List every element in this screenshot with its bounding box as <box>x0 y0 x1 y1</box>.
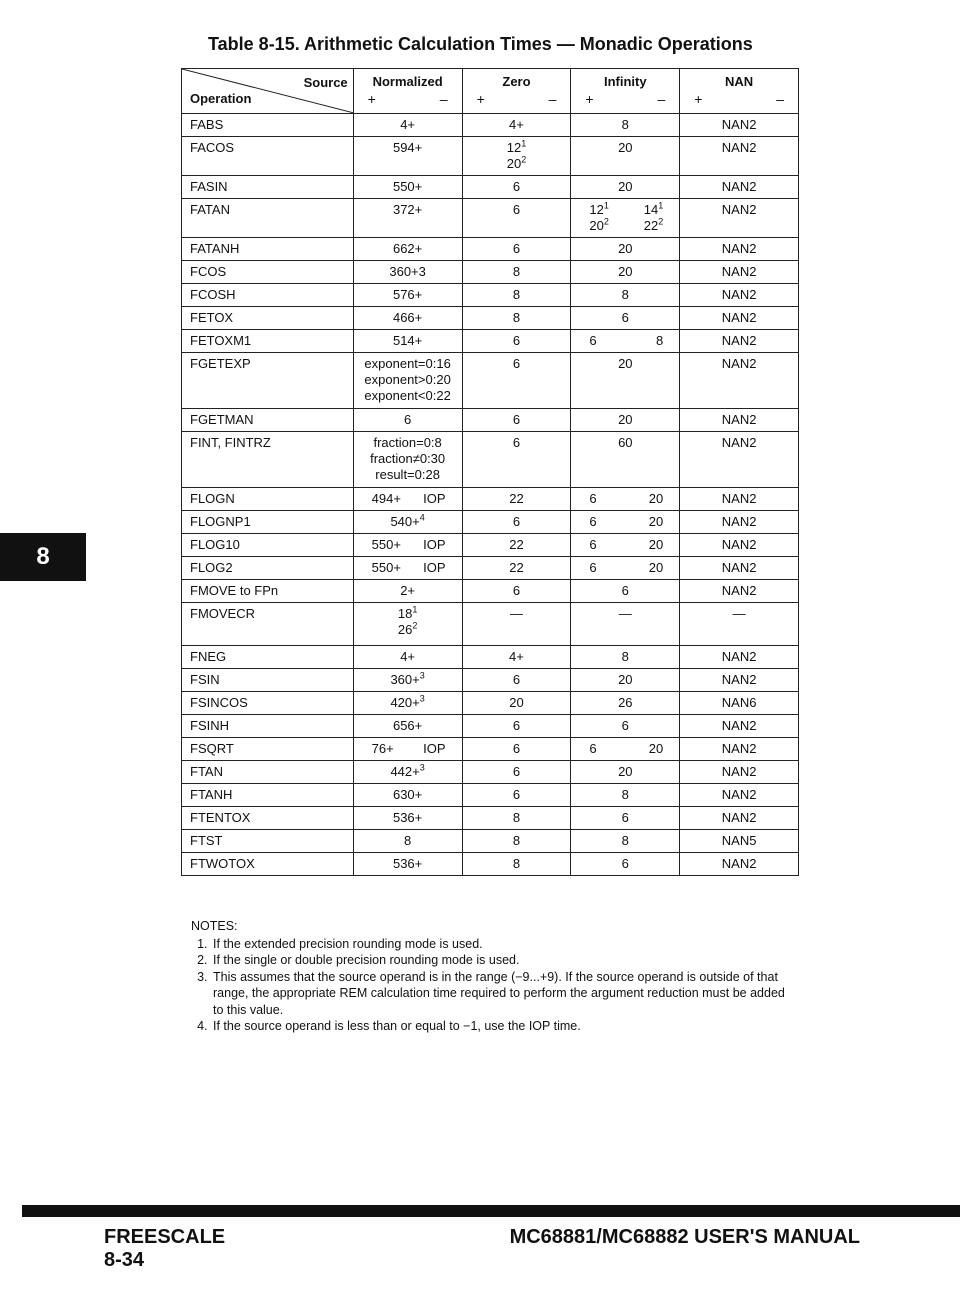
notes-section <box>191 918 791 1035</box>
table-row <box>182 307 799 330</box>
infinity-cell: 8 <box>571 646 680 669</box>
operation-cell: FSQRT <box>182 738 354 761</box>
zero-cell: 8 <box>462 261 571 284</box>
cell-part: 494+ <box>371 491 401 506</box>
footer-rule <box>22 1205 960 1217</box>
cell-part: 14 <box>643 202 659 217</box>
table-row <box>182 176 799 199</box>
infinity-cell: 6 <box>571 715 680 738</box>
normalized-cell <box>353 432 462 488</box>
cell-part: 20 <box>648 537 664 552</box>
infinity-cell <box>571 488 680 511</box>
cell-part: IOP <box>423 560 446 575</box>
footer-brand: FREESCALE <box>104 1226 226 1248</box>
normalized-cell <box>353 488 462 511</box>
zero-cell: 20 <box>462 692 571 715</box>
cell-part: 6 <box>589 514 597 529</box>
normalized-cell: 536+ <box>353 807 462 830</box>
cell-part: 6 <box>589 491 597 506</box>
table-row <box>182 603 799 646</box>
operation-cell: FGETMAN <box>182 409 354 432</box>
normalized-cell <box>353 353 462 409</box>
normalized-cell: 4+ <box>353 114 462 137</box>
table-row <box>182 807 799 830</box>
infinity-cell: 6 <box>571 307 680 330</box>
nan-cell: NAN2 <box>680 761 799 784</box>
table-row <box>182 580 799 603</box>
normalized-cell <box>353 534 462 557</box>
table-row <box>182 284 799 307</box>
table-body <box>182 114 799 876</box>
zero-cell: 6 <box>462 199 571 238</box>
zero-cell <box>462 137 571 176</box>
cell-part: 20 <box>506 156 522 171</box>
zero-cell: 22 <box>462 488 571 511</box>
infinity-cell <box>571 557 680 580</box>
cell-part: 2 <box>521 154 527 165</box>
nan-cell: NAN2 <box>680 114 799 137</box>
infinity-cell: 6 <box>571 580 680 603</box>
operation-cell: FLOG10 <box>182 534 354 557</box>
operation-cell: FATANH <box>182 238 354 261</box>
table-row <box>182 409 799 432</box>
zero-cell: 8 <box>462 853 571 876</box>
nan-cell: NAN2 <box>680 176 799 199</box>
table-row <box>182 199 799 238</box>
nan-cell: NAN2 <box>680 307 799 330</box>
cell-part: 442+ <box>390 764 420 779</box>
cell-part: IOP <box>423 741 446 756</box>
operation-cell: FTANH <box>182 784 354 807</box>
table-row <box>182 511 799 534</box>
infinity-cell: 6 <box>571 853 680 876</box>
cell-part: 20 <box>648 514 664 529</box>
cell-part: fraction=0:8 <box>373 435 442 450</box>
nan-cell: NAN2 <box>680 580 799 603</box>
cell-part: 18 <box>397 606 413 621</box>
infinity-cell <box>571 738 680 761</box>
operation-cell: FMOVE to FPn <box>182 580 354 603</box>
zero-cell: 6 <box>462 784 571 807</box>
cell-part: 12 <box>589 202 604 217</box>
operation-cell: FGETEXP <box>182 353 354 409</box>
table-row <box>182 137 799 176</box>
zero-cell: — <box>462 603 571 646</box>
operation-cell: FNEG <box>182 646 354 669</box>
operation-cell: FTAN <box>182 761 354 784</box>
normalized-cell <box>353 761 462 784</box>
note-item: 1. If the extended precision rounding mode is used. <box>211 936 791 953</box>
nan-cell: NAN2 <box>680 784 799 807</box>
cell-part: 6 <box>589 537 597 552</box>
cell-part: 3 <box>419 762 425 773</box>
zero-cell: 6 <box>462 715 571 738</box>
operation-cell: FLOGNP1 <box>182 511 354 534</box>
normalized-cell: 656+ <box>353 715 462 738</box>
normalized-cell: 576+ <box>353 284 462 307</box>
table-header-row <box>182 69 799 114</box>
nan-cell: — <box>680 603 799 646</box>
infinity-cell: 20 <box>571 176 680 199</box>
nan-cell: NAN2 <box>680 853 799 876</box>
table-row <box>182 238 799 261</box>
operation-cell: FASIN <box>182 176 354 199</box>
column-header-infinity: Infinity + – <box>571 69 680 114</box>
operation-cell: FLOG2 <box>182 557 354 580</box>
nan-cell: NAN2 <box>680 261 799 284</box>
cell-part: 1 <box>521 138 527 149</box>
zero-cell: 6 <box>462 432 571 488</box>
cell-part: 1 <box>658 200 664 211</box>
zero-cell: 8 <box>462 830 571 853</box>
normalized-cell: 8 <box>353 830 462 853</box>
operation-cell: FSINCOS <box>182 692 354 715</box>
operation-cell: FATAN <box>182 199 354 238</box>
nan-cell: NAN5 <box>680 830 799 853</box>
cell-part: 20 <box>589 218 604 233</box>
normalized-cell: 662+ <box>353 238 462 261</box>
nan-cell: NAN2 <box>680 715 799 738</box>
infinity-cell: 8 <box>571 114 680 137</box>
footer-page-number: 8-34 <box>104 1249 145 1271</box>
zero-cell: 4+ <box>462 646 571 669</box>
operation-cell: FETOX <box>182 307 354 330</box>
cell-part: 3 <box>419 693 425 704</box>
table-row <box>182 432 799 488</box>
cell-part: 8 <box>656 333 664 348</box>
operation-cell: FSIN <box>182 669 354 692</box>
nan-cell: NAN2 <box>680 353 799 409</box>
nan-cell: NAN2 <box>680 330 799 353</box>
nan-cell: NAN2 <box>680 284 799 307</box>
cell-part: 540+ <box>390 514 420 529</box>
cell-part: 12 <box>506 140 522 155</box>
zero-cell: 6 <box>462 511 571 534</box>
table-row <box>182 646 799 669</box>
zero-cell: 6 <box>462 330 571 353</box>
cell-part: 76+ <box>371 741 394 756</box>
normalized-cell: 4+ <box>353 646 462 669</box>
infinity-cell: 8 <box>571 830 680 853</box>
normalized-cell: 372+ <box>353 199 462 238</box>
zero-cell: 8 <box>462 284 571 307</box>
normalized-cell: 466+ <box>353 307 462 330</box>
cell-part: 22 <box>643 218 659 233</box>
table-row <box>182 488 799 511</box>
normalized-cell <box>353 738 462 761</box>
infinity-cell: 60 <box>571 432 680 488</box>
operation-cell: FTST <box>182 830 354 853</box>
note-item: 4. If the source operand is less than or equal to −1, use the IOP time. <box>211 1018 791 1035</box>
nan-cell: NAN2 <box>680 432 799 488</box>
cell-part: 550+ <box>371 537 401 552</box>
corner-operation-label: Operation <box>190 91 252 106</box>
normalized-cell: 360+3 <box>353 261 462 284</box>
normalized-cell: 2+ <box>353 580 462 603</box>
cell-part: result=0:28 <box>375 467 440 482</box>
note-item: 2. If the single or double precision rounding mode is used. <box>211 952 791 969</box>
table-row <box>182 853 799 876</box>
operation-cell: FTWOTOX <box>182 853 354 876</box>
operation-cell: FLOGN <box>182 488 354 511</box>
nan-cell: NAN2 <box>680 488 799 511</box>
nan-cell: NAN2 <box>680 646 799 669</box>
cell-part: 2 <box>658 216 664 227</box>
cell-part: 2 <box>603 216 609 227</box>
section-tab-marker: 8 <box>0 533 86 581</box>
zero-cell: 6 <box>462 238 571 261</box>
cell-part: 550+ <box>371 560 401 575</box>
zero-cell: 22 <box>462 534 571 557</box>
infinity-cell <box>571 511 680 534</box>
table-row <box>182 761 799 784</box>
cell-part: 1 <box>603 200 609 211</box>
zero-cell: 6 <box>462 738 571 761</box>
infinity-cell: 20 <box>571 353 680 409</box>
table-row <box>182 830 799 853</box>
normalized-cell: 630+ <box>353 784 462 807</box>
infinity-cell: 26 <box>571 692 680 715</box>
infinity-cell <box>571 199 680 238</box>
cell-part: IOP <box>423 537 446 552</box>
table-row <box>182 353 799 409</box>
zero-cell: 6 <box>462 353 571 409</box>
note-item: 3. This assumes that the source operand is in the range (−9...+9). If the source operand is outside of that range, the appropriate REM calculation time required to perform the argument reduction must be added to this value. <box>211 969 791 1019</box>
table-row <box>182 261 799 284</box>
infinity-cell: 20 <box>571 238 680 261</box>
zero-cell: 6 <box>462 580 571 603</box>
footer-manual-title: MC68881/MC68882 USER'S MANUAL <box>509 1226 860 1248</box>
operation-cell: FABS <box>182 114 354 137</box>
footer-left <box>104 1226 225 1272</box>
infinity-cell: — <box>571 603 680 646</box>
cell-part: 3 <box>419 670 425 681</box>
cell-part: 6 <box>589 333 597 348</box>
corner-header-cell <box>182 69 354 114</box>
cell-part: 20 <box>648 491 664 506</box>
nan-cell: NAN2 <box>680 511 799 534</box>
operation-cell: FTENTOX <box>182 807 354 830</box>
operation-cell: FACOS <box>182 137 354 176</box>
zero-cell: 6 <box>462 761 571 784</box>
cell-part: 20 <box>648 560 664 575</box>
infinity-cell <box>571 330 680 353</box>
operation-cell: FCOSH <box>182 284 354 307</box>
zero-cell: 6 <box>462 669 571 692</box>
table-row <box>182 784 799 807</box>
table-row <box>182 715 799 738</box>
infinity-cell: 8 <box>571 284 680 307</box>
operation-cell: FCOS <box>182 261 354 284</box>
infinity-cell: 20 <box>571 137 680 176</box>
nan-cell: NAN2 <box>680 199 799 238</box>
operation-cell: FINT, FINTRZ <box>182 432 354 488</box>
normalized-cell <box>353 557 462 580</box>
operation-cell: FSINH <box>182 715 354 738</box>
zero-cell: 8 <box>462 807 571 830</box>
table-row <box>182 669 799 692</box>
infinity-cell: 20 <box>571 409 680 432</box>
zero-cell: 6 <box>462 176 571 199</box>
notes-list <box>191 936 791 1035</box>
infinity-cell: 20 <box>571 761 680 784</box>
cell-part: fraction≠0:30 <box>370 451 446 466</box>
nan-cell: NAN2 <box>680 738 799 761</box>
column-header-nan: NAN + – <box>680 69 799 114</box>
normalized-cell <box>353 603 462 646</box>
cell-part: exponent=0:16 <box>364 356 451 371</box>
zero-cell: 22 <box>462 557 571 580</box>
normalized-cell: 6 <box>353 409 462 432</box>
column-header-zero: Zero + – <box>462 69 571 114</box>
nan-cell: NAN2 <box>680 669 799 692</box>
normalized-cell: 536+ <box>353 853 462 876</box>
column-header-normalized: Normalized + – <box>353 69 462 114</box>
nan-cell: NAN2 <box>680 557 799 580</box>
cell-part: 26 <box>397 622 413 637</box>
zero-cell: 8 <box>462 307 571 330</box>
infinity-cell: 20 <box>571 261 680 284</box>
table-row <box>182 557 799 580</box>
normalized-cell <box>353 669 462 692</box>
cell-part: 1 <box>412 604 418 615</box>
zero-cell: 6 <box>462 409 571 432</box>
cell-part: 4 <box>419 512 425 523</box>
nan-cell: NAN6 <box>680 692 799 715</box>
infinity-cell: 20 <box>571 669 680 692</box>
table-row <box>182 330 799 353</box>
table-row <box>182 692 799 715</box>
nan-cell: NAN2 <box>680 807 799 830</box>
normalized-cell: 594+ <box>353 137 462 176</box>
normalized-cell: 550+ <box>353 176 462 199</box>
cell-part: 2 <box>412 620 418 631</box>
corner-source-label: Source <box>303 75 348 90</box>
zero-cell: 4+ <box>462 114 571 137</box>
infinity-cell: 6 <box>571 807 680 830</box>
cell-part: 420+ <box>390 695 420 710</box>
nan-cell: NAN2 <box>680 137 799 176</box>
table-title: Table 8-15. Arithmetic Calculation Times — Monadic Operations <box>208 34 753 54</box>
table-row <box>182 534 799 557</box>
notes-heading: NOTES: <box>191 919 238 933</box>
normalized-cell: 514+ <box>353 330 462 353</box>
cell-part: exponent<0:22 <box>364 388 451 403</box>
normalized-cell <box>353 692 462 715</box>
cell-part: 360+ <box>390 672 420 687</box>
calculation-times-table <box>181 68 799 876</box>
cell-part: 6 <box>589 741 597 756</box>
operation-cell: FMOVECR <box>182 603 354 646</box>
nan-cell: NAN2 <box>680 534 799 557</box>
table-row <box>182 114 799 137</box>
cell-part: exponent>0:20 <box>364 372 451 387</box>
cell-part: 20 <box>648 741 664 756</box>
nan-cell: NAN2 <box>680 238 799 261</box>
infinity-cell: 8 <box>571 784 680 807</box>
normalized-cell <box>353 511 462 534</box>
operation-cell: FETOXM1 <box>182 330 354 353</box>
nan-cell: NAN2 <box>680 409 799 432</box>
table-row <box>182 738 799 761</box>
cell-part: IOP <box>423 491 446 506</box>
infinity-cell <box>571 534 680 557</box>
cell-part: 6 <box>589 560 597 575</box>
